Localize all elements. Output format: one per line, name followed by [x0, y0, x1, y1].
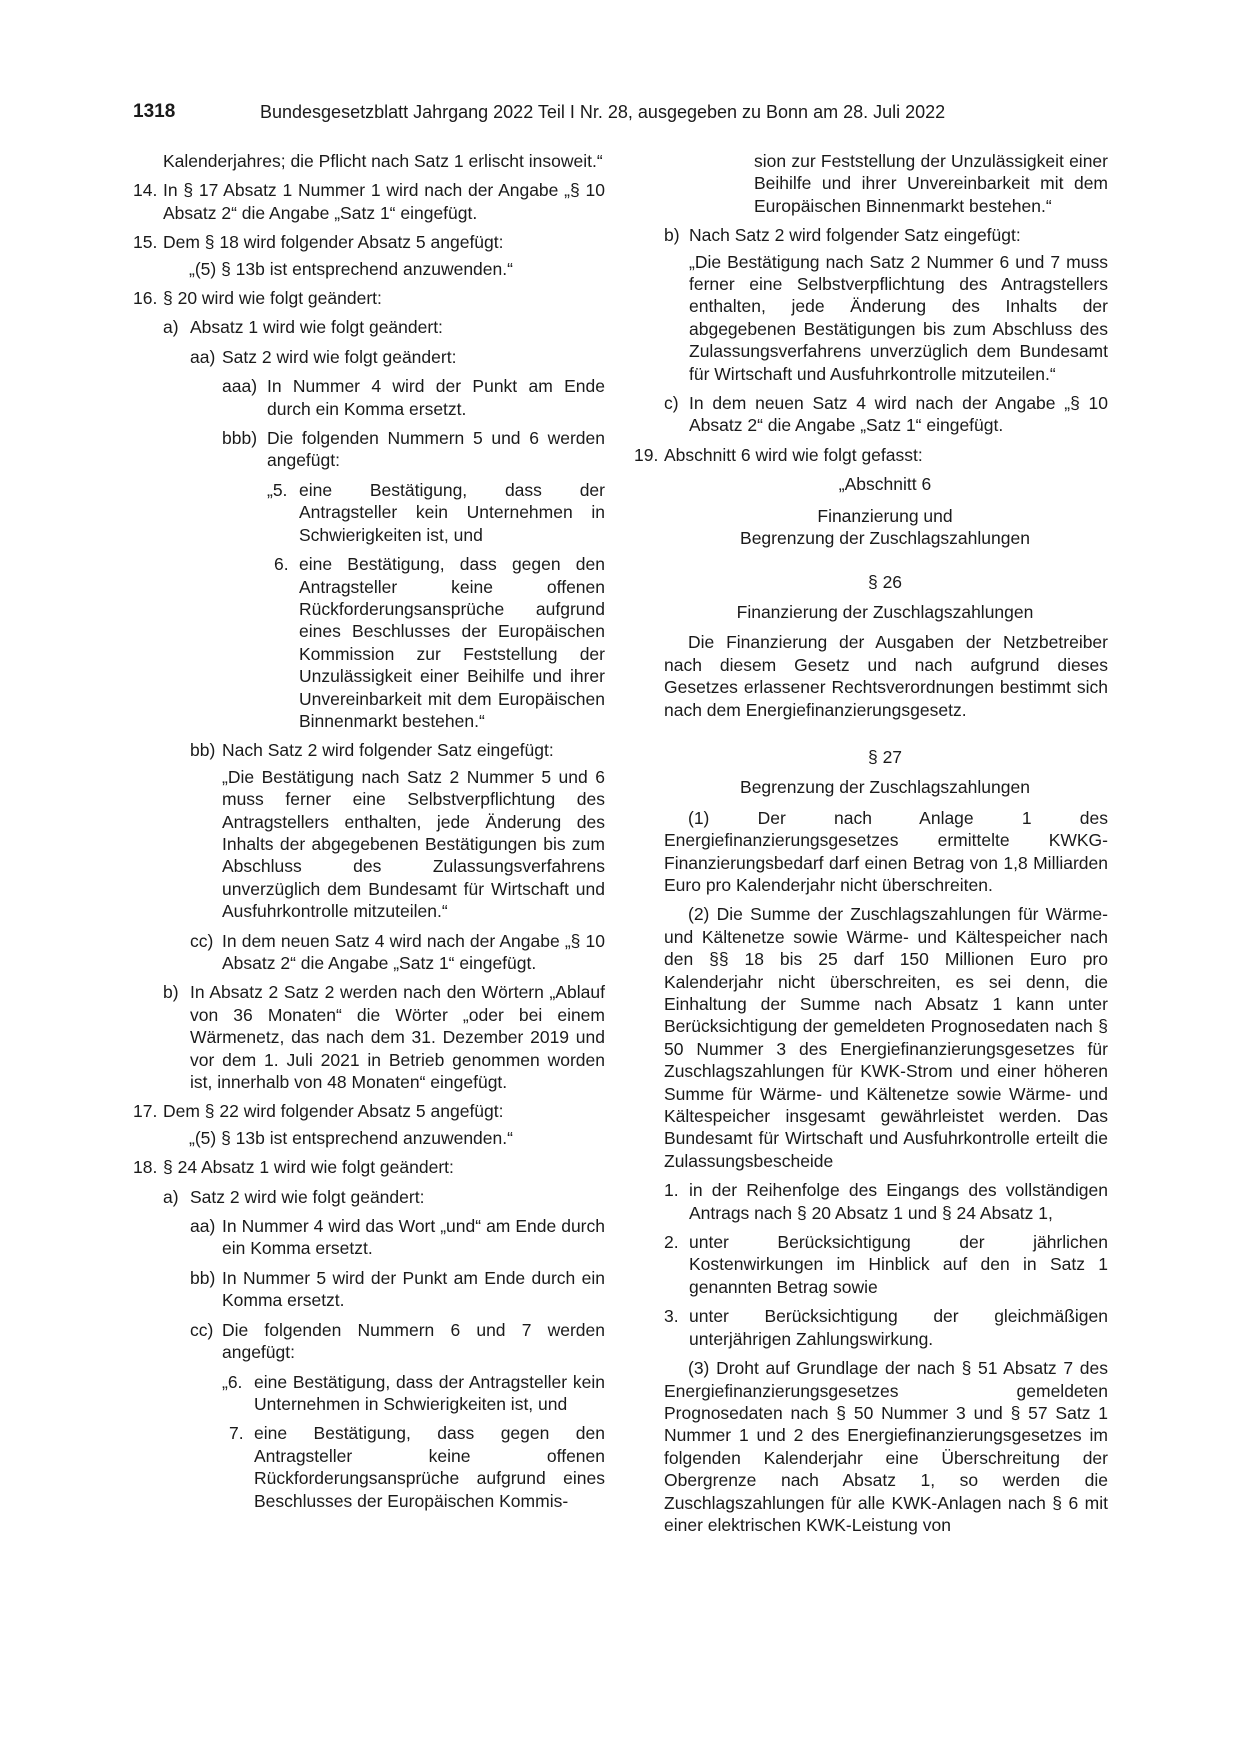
gazette-title: Bundesgesetzblatt Jahrgang 2022 Teil I Nr. 28, ausgegeben zu Bonn am 28. Juli 2022: [260, 102, 946, 122]
paragraph-27-title: Begrenzung der Zuschlagszahlungen: [740, 777, 1030, 798]
quote-item-15: „(5) § 13b ist entsprechend anzuwenden.“: [189, 258, 513, 279]
list-item-1: 1. in der Reihenfolge des Eingangs des vollständigen Antrags nach § 20 Absatz 1 und § 24 Absatz 1,: [664, 1180, 1108, 1223]
paragraph-27-absatz-3: (3) Droht auf Grundlage der nach § 51 Absatz 7 des Energiefinanzierungsgesetzes gemeldeten Prognosedaten nach § 50 Nummer 3 und § 57 Satz 1 Nummer 1 und 2 des Energiefinanzierungsgesetzes im folgenden Kalenderjahr eine Überschreitung der Obergrenze nach Absatz 1, so werden die Zuschlagszahlungen für alle KWK-Anlagen nach § 6 mit einer elektrischen KWK-Leistung von: [664, 1358, 1108, 1535]
item-18-a-aa: aa) In Nummer 4 wird das Wort „und“ am Ende durch ein Komma ersetzt.: [190, 1216, 605, 1259]
quoted-number-6b: „6. eine Bestätigung, dass der Antragsteller kein Unternehmen in Schwierigkeiten ist, und: [222, 1371, 605, 1414]
quoted-number-7: 7. eine Bestätigung, dass gegen den Antragsteller keine offenen Rückforderungsansprüche aufgrund eines Beschlusses der Europäischen Kommis-: [229, 1423, 605, 1511]
quote-item-18-b: „Die Bestätigung nach Satz 2 Nummer 6 und 7 muss ferner eine Selbstverpflichtung des Antragstellers enthalten, jede Änderung des Inhalts der abgegebenen Bestätigungen bis zum Abschluss des Zulassungsverfahrens unverzüglich dem Bundesamt für Wirtschaft und Ausfuhrkontrolle mitzuteilen.“: [689, 251, 1108, 384]
left-column: [133, 150, 605, 1512]
quoted-number-5: „5. eine Bestätigung, dass der Antragsteller kein Unternehmen in Schwierigkeiten ist, und: [267, 479, 605, 545]
item-18-b: b) Nach Satz 2 wird folgender Satz eingefügt:: [664, 225, 1021, 246]
item-16: 16. § 20 wird wie folgt geändert:: [133, 288, 382, 309]
item-18-c: c) In dem neuen Satz 4 wird nach der Angabe „§ 10 Absatz 2“ die Angabe „Satz 1“ eingefügt.: [664, 393, 1108, 436]
paragraph-26-title: Finanzierung der Zuschlagszahlungen: [736, 601, 1034, 622]
page-header: [133, 101, 1108, 127]
quoted-number-6: 6. eine Bestätigung, dass gegen den Antragsteller keine offenen Rückforderungsansprüche aufgrund eines Beschlusses der Europäischen Kommission zur Feststellung der Unzulässigkeit einer Beihilfe und ihrer Unvereinbarkeit mit dem Europäischen Binnenmarkt bestehen.“: [274, 554, 605, 731]
item-16-a-aa: aa) Satz 2 wird wie folgt geändert:: [190, 346, 457, 367]
item-17: 17. Dem § 22 wird folgender Absatz 5 angefügt:: [133, 1101, 504, 1122]
quote-item-16-a-bb: „Die Bestätigung nach Satz 2 Nummer 5 und 6 muss ferner eine Selbstverpflichtung des Antragstellers enthalten, jede Änderung des Inhalts der abgegebenen Bestätigungen bis zum Abschluss des Zulassungsverfahrens unverzüglich dem Bundesamt für Wirtschaft und Ausfuhrkontrolle mitzuteilen.“: [222, 766, 605, 922]
item-16-a-bbb: bbb) Die folgenden Nummern 5 und 6 werden angefügt:: [222, 428, 605, 471]
section-title-line-1: Finanzierung und: [817, 505, 953, 526]
item-15: 15. Dem § 18 wird folgender Absatz 5 angefügt:: [133, 232, 504, 253]
item-18-a-cc: cc) Die folgenden Nummern 6 und 7 werden angefügt:: [190, 1319, 605, 1363]
right-column: [634, 150, 1108, 1536]
paragraph-continuation: sion zur Feststellung der Unzulässigkeit einer Beihilfe und ihrer Unvereinbarkeit mit dem Europäischen Binnenmarkt bestehen.“: [754, 151, 1108, 216]
item-16-a-bb: bb) Nach Satz 2 wird folgender Satz eingefügt:: [190, 740, 554, 761]
item-16-a-cc: cc) In dem neuen Satz 4 wird nach der Angabe „§ 10 Absatz 2“ die Angabe „Satz 1“ eingefügt.: [190, 930, 605, 973]
item-18-a-bb: bb) In Nummer 5 wird der Punkt am Ende durch ein Komma ersetzt.: [190, 1267, 605, 1311]
list-item-3: 3. unter Berücksichtigung der gleichmäßigen unterjährigen Zahlungswirkung.: [664, 1306, 1108, 1349]
item-18-a: a) Satz 2 wird wie folgt geändert:: [163, 1186, 425, 1207]
quote-item-17: „(5) § 13b ist entsprechend anzuwenden.“: [189, 1127, 513, 1148]
item-16-b: b) In Absatz 2 Satz 2 werden nach den Wörtern „Ablauf von 36 Monaten“ die Wörter „oder bei einem Wärmenetz, das nach dem 31. Dezember 2019 und vor dem 1. Juli 2021 in Betrieb genommen worden ist, innerhalb von 48 Monaten“ eingefügt.: [163, 982, 605, 1093]
item-16-a: a) Absatz 1 wird wie folgt geändert:: [163, 317, 443, 338]
section-title-line-2: Begrenzung der Zuschlagszahlungen: [740, 528, 1030, 549]
list-item-2: 2. unter Berücksichtigung der jährlichen Kostenwirkungen im Hinblick auf den in Satz 1 genannten Betrag sowie: [664, 1232, 1108, 1297]
item-19: 19. Abschnitt 6 wird wie folgt gefasst:: [634, 444, 923, 465]
paragraph-27-absatz-1: (1) Der nach Anlage 1 des Energiefinanzierungsgesetzes ermittelte KWKG-Finanzierungsbedarf darf einen Betrag von 1,8 Milliarden Euro pro Kalenderjahr nicht überschreiten.: [664, 807, 1108, 895]
section-heading: „Abschnitt 6: [838, 474, 932, 495]
paragraph-26-heading: § 26: [867, 571, 903, 592]
paragraph-27-absatz-2: (2) Die Summe der Zuschlagszahlungen für Wärme- und Kältenetze sowie Wärme- und Kältespeicher nach den §§ 18 bis 25 darf 150 Millionen Euro pro Kalenderjahr nicht überschreiten, es sei denn, die Einhaltung der Summe nach Absatz 1 kann unter Berücksichtigung der gemeldeten Prognosedaten nach § 50 Nummer 3 des Energiefinanzierungsgesetzes für Zuschlagszahlungen für KWK-Strom und einer höheren Summe für Wärme- und Kältenetze sowie Wärme- und Kältespeicher insgesamt gewährleistet werden. Das Bundesamt für Wirtschaft und Ausfuhrkontrolle erteilt die Zulassungsbescheide: [664, 904, 1108, 1171]
item-16-a-aaa: aaa) In Nummer 4 wird der Punkt am Ende durch ein Komma ersetzt.: [222, 376, 605, 419]
item-14: 14. In § 17 Absatz 1 Nummer 1 wird nach der Angabe „§ 10 Absatz 2“ die Angabe „Satz 1“ eingefügt.: [133, 180, 605, 223]
paragraph-continuation: Kalenderjahres; die Pflicht nach Satz 1 erlischt insoweit.“: [163, 151, 603, 171]
paragraph-27-heading: § 27: [867, 746, 903, 767]
item-18: 18. § 24 Absatz 1 wird wie folgt geändert:: [133, 1157, 454, 1178]
paragraph-26-text: Die Finanzierung der Ausgaben der Netzbetreiber nach diesem Gesetz und nach aufgrund dieses Gesetzes erlassener Rechtsverordnungen bestimmt sich nach dem Energiefinanzierungsgesetz.: [664, 632, 1108, 720]
page-number: 1318: [133, 101, 176, 122]
